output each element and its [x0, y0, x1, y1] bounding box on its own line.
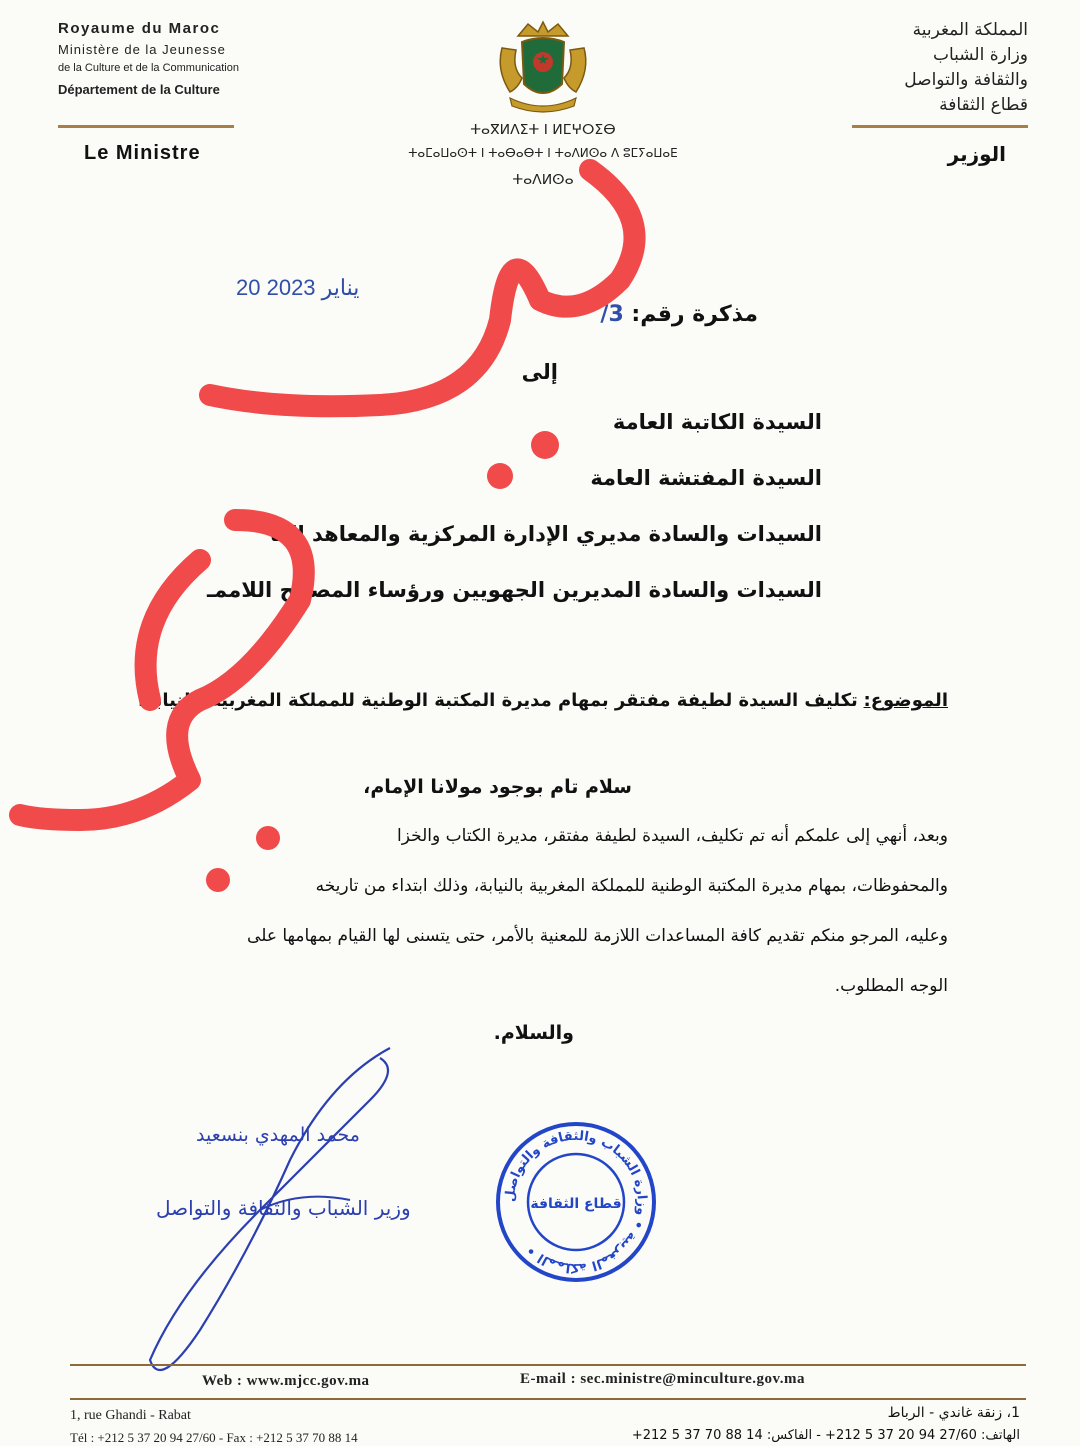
recipient-line: السيدة الكاتبة العامة [612, 410, 822, 434]
subject-label: الموضوع: [863, 690, 948, 711]
stamp-ring-text: المملكة المغربية • وزارة الشباب والثقافة والتواصل • [502, 1128, 650, 1276]
ministry-ar-cont: والثقافة والتواصل [904, 70, 1028, 90]
footer-rule-bottom [70, 1398, 1026, 1400]
closing-salutation: والسلام. [493, 1022, 574, 1044]
kingdom-ar: المملكة المغربية [912, 20, 1028, 40]
footer-rule-top [70, 1364, 1026, 1366]
recipient-line: السيدات والسادة المديرين الجهويين ورؤساء المصالح اللاممـ [206, 578, 822, 602]
memo-date: 20 يناير 2023 [236, 275, 360, 300]
footer-address-ar: 1، زنقة غاندي - الرباط [887, 1405, 1020, 1421]
footer-website: Web : www.mjcc.gov.ma [202, 1373, 370, 1389]
minister-title-ar: الوزير [947, 142, 1006, 166]
ministry-fr: Ministère de la Jeunesse [58, 42, 226, 57]
paragraph-line: والمحفوظات، بمهام مديرة المكتبة الوطنية للمملكة المغربية بالنيابة، وذلك ابتداء من تاريخه [315, 876, 948, 896]
signatory-title: وزير الشباب والثقافة والتواصل [156, 1196, 411, 1220]
memo-number: 3/ [600, 302, 624, 327]
minister-title-fr: Le Ministre [84, 142, 201, 164]
stamp-center-text: قطاع الثقافة [530, 1196, 622, 1212]
recipient-line: السيدات والسادة مديري الإدارة المركزية والمعاهد العا [269, 522, 822, 546]
paragraph-line: الوجه المطلوب. [834, 976, 948, 996]
footer-email: E-mail : sec.ministre@minculture.gov.ma [520, 1371, 805, 1387]
addressee-label: إلى [521, 360, 558, 384]
department-ar: قطاع الثقافة [939, 95, 1028, 115]
memo-number-label: مذكرة رقم: [631, 302, 758, 327]
footer-phone-ar: الهاتف: 27/60 94 20 37 5 212+ - الفاكس: 14 88 70 37 5 212+ [631, 1428, 1020, 1443]
footer-address-fr: 1, rue Ghandi - Rabat [70, 1408, 191, 1423]
paragraph-line: وعليه، المرجو منكم تقديم كافة المساعدات اللازمة للمعنية بالأمر، حتى يتسنى لها القيام بمهامها على [247, 926, 948, 946]
tifinagh-ministry: ⵜⴰⵎⴰⵡⴰⵙⵜ ⵏ ⵜⴰⴱⴰⴱⵜ ⵏ ⵜⴰⴷⵍⵙⴰ ⴷ ⵓⵎⵢⴰⵡⴰⴹ [408, 146, 678, 160]
paragraph-line: وبعد، أنهي إلى علمكم أنه تم تكليف، السيدة لطيفة مفتقر، مديرة الكتاب والخزا [397, 826, 948, 846]
department-fr: Département de la Culture [58, 82, 220, 97]
kingdom-fr: Royaume du Maroc [58, 20, 221, 37]
tifinagh-department: ⵜⴰⴷⵍⵙⴰ [512, 172, 574, 188]
ministry-fr-cont: de la Culture et de la Communication [58, 62, 239, 74]
tifinagh-kingdom: ⵜⴰⴳⵍⴷⵉⵜ ⵏ ⵍⵎⵖⵔⵉⴱ [470, 122, 616, 138]
footer-phone-fr: Tél : +212 5 37 20 94 27/60 - Fax : +212 5 37 70 88 14 [70, 1430, 358, 1445]
subject-text: تكليف السيدة لطيفة مفتقر بمهام مديرة المكتبة الوطنية للمملكة المغربية بالنيابة. [137, 690, 858, 711]
recipient-line: السيدة المفتشة العامة [590, 466, 822, 490]
ministry-ar: وزارة الشباب [932, 45, 1028, 65]
signatory-name: محمد المهدي بنسعيد [196, 1124, 360, 1146]
salutation: سلام تام بوجود مولانا الإمام، [363, 776, 632, 798]
